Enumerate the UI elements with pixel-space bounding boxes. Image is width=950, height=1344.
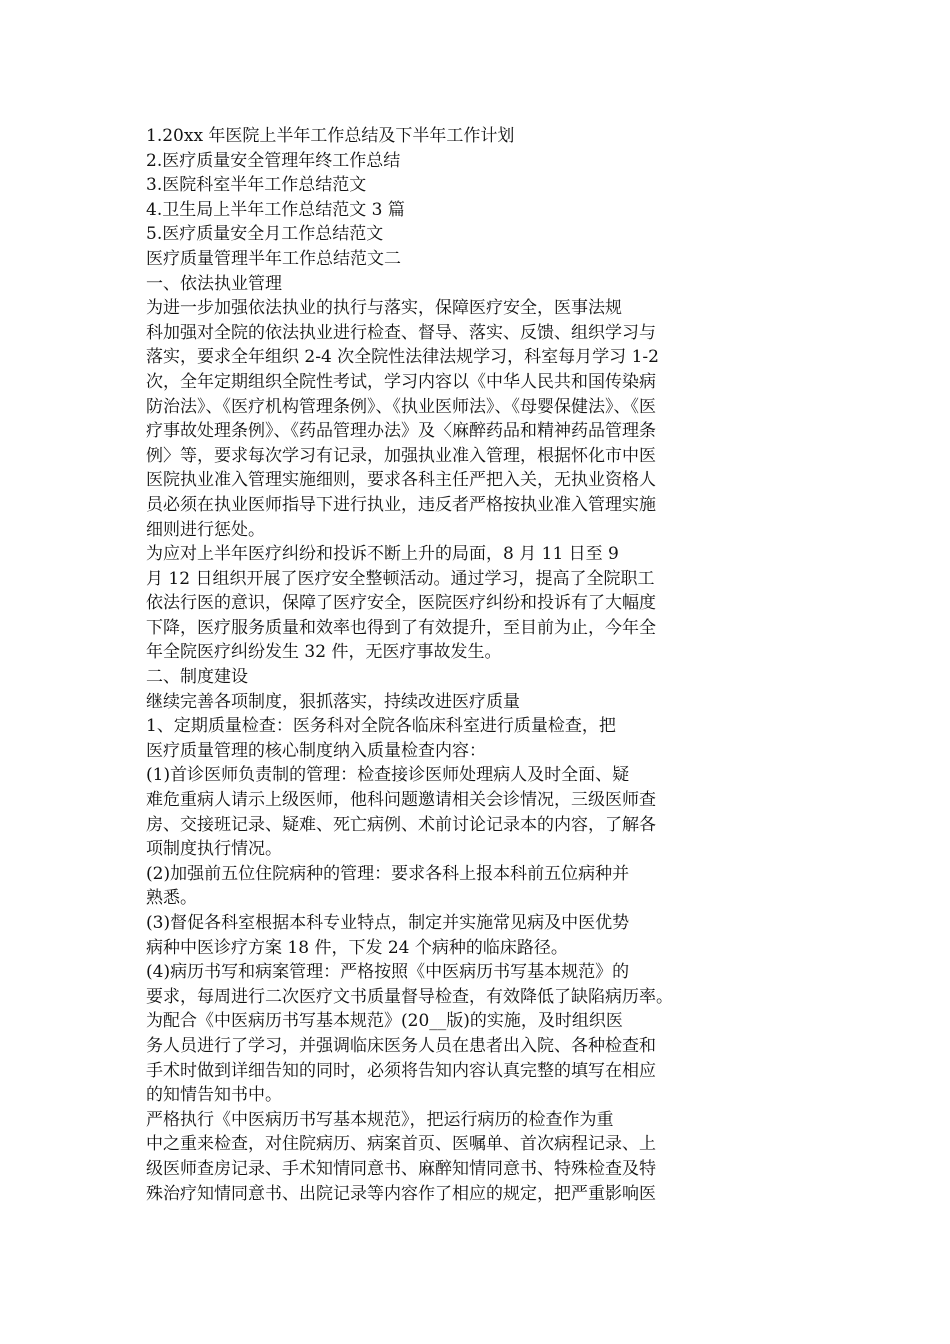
text-line: 的知情告知书中。 bbox=[146, 1085, 282, 1106]
text-line: 1.20xx 年医院上半年工作总结及下半年工作计划 bbox=[146, 126, 515, 146]
text-line: 为应对上半年医疗纠纷和投诉不断上升的局面，8 月 11 日至 9 bbox=[146, 544, 619, 565]
text-line: 医疗质量管理半年工作总结范文二 bbox=[146, 248, 401, 269]
text-line: 年全院医疗纠纷发生 32 件，无医疗事故发生。 bbox=[146, 642, 502, 663]
text-line: 下降，医疗服务质量和效率也得到了有效提升，至目前为止，今年全 bbox=[146, 617, 656, 638]
text-line: 医疗质量管理的核心制度纳入质量检查内容： bbox=[146, 740, 486, 761]
section-heading: 一、依法执业管理 bbox=[146, 273, 282, 294]
text-line: 2.医疗质量安全管理年终工作总结 bbox=[146, 150, 401, 171]
text-line: 3.医院科室半年工作总结范文 bbox=[146, 175, 367, 196]
text-line: 继续完善各项制度，狠抓落实，持续改进医疗质量 bbox=[146, 691, 520, 712]
text-line: 依法行医的意识，保障了医疗安全，医院医疗纠纷和投诉有了大幅度 bbox=[146, 593, 656, 614]
text-line: 为配合《中医病历书写基本规范》(20__版)的实施，及时组织医 bbox=[146, 1011, 623, 1032]
text-line: 难危重病人请示上级医师，他科问题邀请相关会诊情况，三级医师查 bbox=[146, 790, 656, 811]
section-heading: 二、制度建设 bbox=[146, 667, 248, 688]
text-line: 医院执业准入管理实施细则，要求各科主任严把入关，无执业资格人 bbox=[146, 470, 656, 491]
text-line: 科加强对全院的依法执业进行检查、督导、落实、反馈、组织学习与 bbox=[146, 322, 656, 343]
text-line: 落实，要求全年组织 2-4 次全院性法律法规学习，科室每月学习 1-2 bbox=[146, 347, 659, 368]
text-line: (1)首诊医师负责制的管理：检查接诊医师处理病人及时全面、疑 bbox=[146, 765, 630, 786]
text-line: 项制度执行情况。 bbox=[146, 839, 282, 860]
text-line: 殊治疗知情同意书、出院记录等内容作了相应的规定，把严重影响医 bbox=[146, 1183, 656, 1204]
text-line: (2)加强前五位住院病种的管理：要求各科上报本科前五位病种并 bbox=[146, 863, 630, 884]
text-line: 防治法》、《医疗机构管理条例》、《执业医师法》、《母婴保健法》、《医 bbox=[146, 396, 656, 417]
text-line: 病种中医诊疗方案 18 件，下发 24 个病种的临床路径。 bbox=[146, 937, 568, 958]
text-line: 1、定期质量检查：医务科对全院各临床科室进行质量检查，把 bbox=[146, 716, 616, 737]
text-line: 严格执行《中医病历书写基本规范》，把运行病历的检查作为重 bbox=[146, 1109, 614, 1130]
text-line: 中之重来检查，对住院病历、病案首页、医嘱单、首次病程记录、上 bbox=[146, 1134, 656, 1155]
text-line: 月 12 日组织开展了医疗安全整顿活动。通过学习，提高了全院职工 bbox=[146, 568, 655, 589]
text-line: 级医师查房记录、手术知情同意书、麻醉知情同意书、特殊检查及特 bbox=[146, 1158, 656, 1179]
text-line: 4.卫生局上半年工作总结范文 3 篇 bbox=[146, 199, 405, 220]
text-line: 手术时做到详细告知的同时，必须将告知内容认真完整的填写在相应 bbox=[146, 1060, 656, 1081]
text-line: 为进一步加强依法执业的执行与落实，保障医疗安全，医事法规 bbox=[146, 298, 622, 319]
text-line: 要求，每周进行二次医疗文书质量督导检查，有效降低了缺陷病历率。 bbox=[146, 986, 673, 1007]
text-line: (3)督促各科室根据本科专业特点，制定并实施常见病及中医优势 bbox=[146, 913, 630, 933]
text-line: (4)病历书写和病案管理：严格按照《中医病历书写基本规范》的 bbox=[146, 962, 630, 983]
document-body bbox=[146, 124, 866, 1206]
text-line: 熟悉。 bbox=[146, 888, 197, 909]
text-line: 例〉等，要求每次学习有记录，加强执业准入管理，根据怀化市中医 bbox=[146, 445, 656, 466]
text-line: 务人员进行了学习，并强调临床医务人员在患者出入院、各种检查和 bbox=[146, 1035, 656, 1056]
text-line: 疗事故处理条例》、《药品管理办法》及〈麻醉药品和精神药品管理条 bbox=[146, 421, 656, 442]
text-line: 员必须在执业医师指导下进行执业，违反者严格按执业准入管理实施 bbox=[146, 494, 656, 515]
text-line: 房、交接班记录、疑难、死亡病例、术前讨论记录本的内容，了解各 bbox=[146, 814, 656, 835]
text-line: 次，全年定期组织全院性考试，学习内容以《中华人民共和国传染病 bbox=[146, 371, 656, 392]
text-line: 细则进行惩处。 bbox=[146, 519, 265, 540]
text-line: 5.医疗质量安全月工作总结范文 bbox=[146, 224, 384, 245]
